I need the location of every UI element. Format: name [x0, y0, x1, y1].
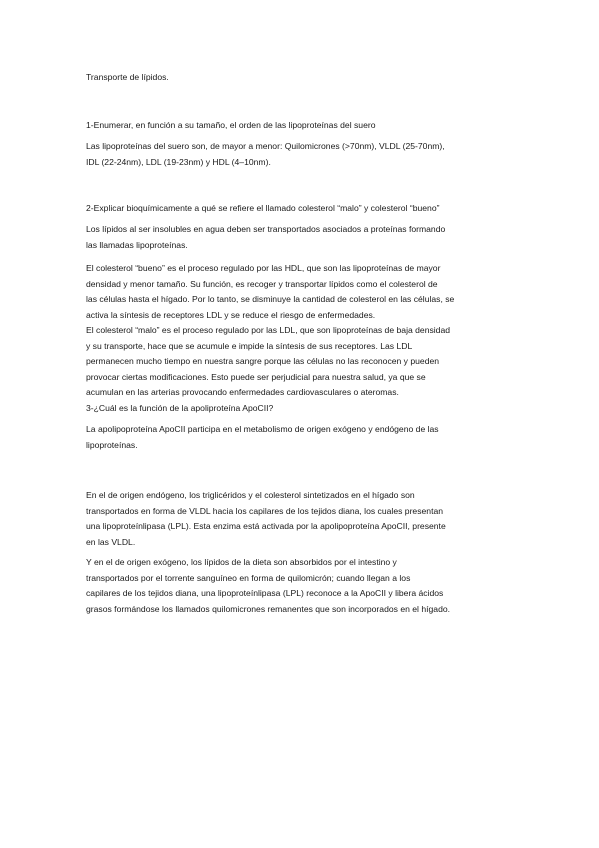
answer-3-paragraph-1: La apolipoproteína ApoCII participa en el metabolismo de origen exógeno y endógeno de las lipoproteínas.	[86, 424, 439, 450]
answer-1-paragraph-1: Las lipoproteínas del suero son, de mayor a menor: Quilomicrones (>70nm), VLDL (25-70nm), IDL (22-24nm), LDL (19-23nm) y HDL (4–10nm).	[86, 141, 445, 167]
answer-2-paragraph-2: El colesterol “bueno” es el proceso regulado por las HDL, que son las lipoproteínas de mayor densidad y menor tamaño. Su función, es recoger y transportar lípidos como el colesterol de las células hasta el hígado. Por lo tanto, se disminuye la cantidad de colesterol en las células, se activa la síntesis de receptores LDL y se reduce el riesgo de enfermedades.	[86, 263, 455, 320]
answer-3-paragraph-3: Y en el de origen exógeno, los lípidos de la dieta son absorbidos por el intestino y transportados por el torrente sanguíneo en forma de quilomicrón; cuando llegan a los capilares de los tejidos diana, una lipoproteínlipasa (LPL) reconoce a la ApoCII y libera ácidos grasos formándose los llamados quilomicrones remanentes que son incorporados en el hígado.	[86, 557, 451, 614]
question-2-heading: 2-Explicar bioquímicamente a qué se refiere el llamado colesterol “malo” y colesterol “bueno”	[86, 203, 440, 213]
question-1-heading: 1-Enumerar, en función a su tamaño, el orden de las lipoproteínas del suero	[86, 120, 376, 130]
answer-3-paragraph-2: En el de origen endógeno, los triglicéridos y el colesterol sintetizados en el hígado son transportados en forma de VLDL hacia los capilares de los tejidos diana, los cuales presentan una lipoproteínlipasa (LPL). Esta enzima está activada por la apolipoproteína ApoCII, presente en las VLDL.	[86, 490, 446, 547]
answer-2-paragraph-3: El colesterol “malo” es el proceso regulado por las LDL, que son lipoproteínas de baja densidad y su transporte, hace que se acumule e impide la síntesis de sus receptores. Las LDL permanecen mucho tiempo en nuestra sangre porque las células no las reconocen y pueden provocar ciertas modificaciones. Esto puede ser perjudicial para nuestra salud, ya que se acumulan en las arterias provocando enfermedades cardiovasculares o ateromas.	[86, 325, 451, 398]
question-3-heading: 3-¿Cuál es la función de la apoliproteína ApoCII?	[86, 403, 274, 413]
answer-2-paragraph-1: Los lípidos al ser insolubles en agua deben ser transportados asociados a proteínas formando las llamadas lipoproteínas.	[86, 224, 446, 250]
document-title: Transporte de lípidos.	[86, 72, 169, 82]
